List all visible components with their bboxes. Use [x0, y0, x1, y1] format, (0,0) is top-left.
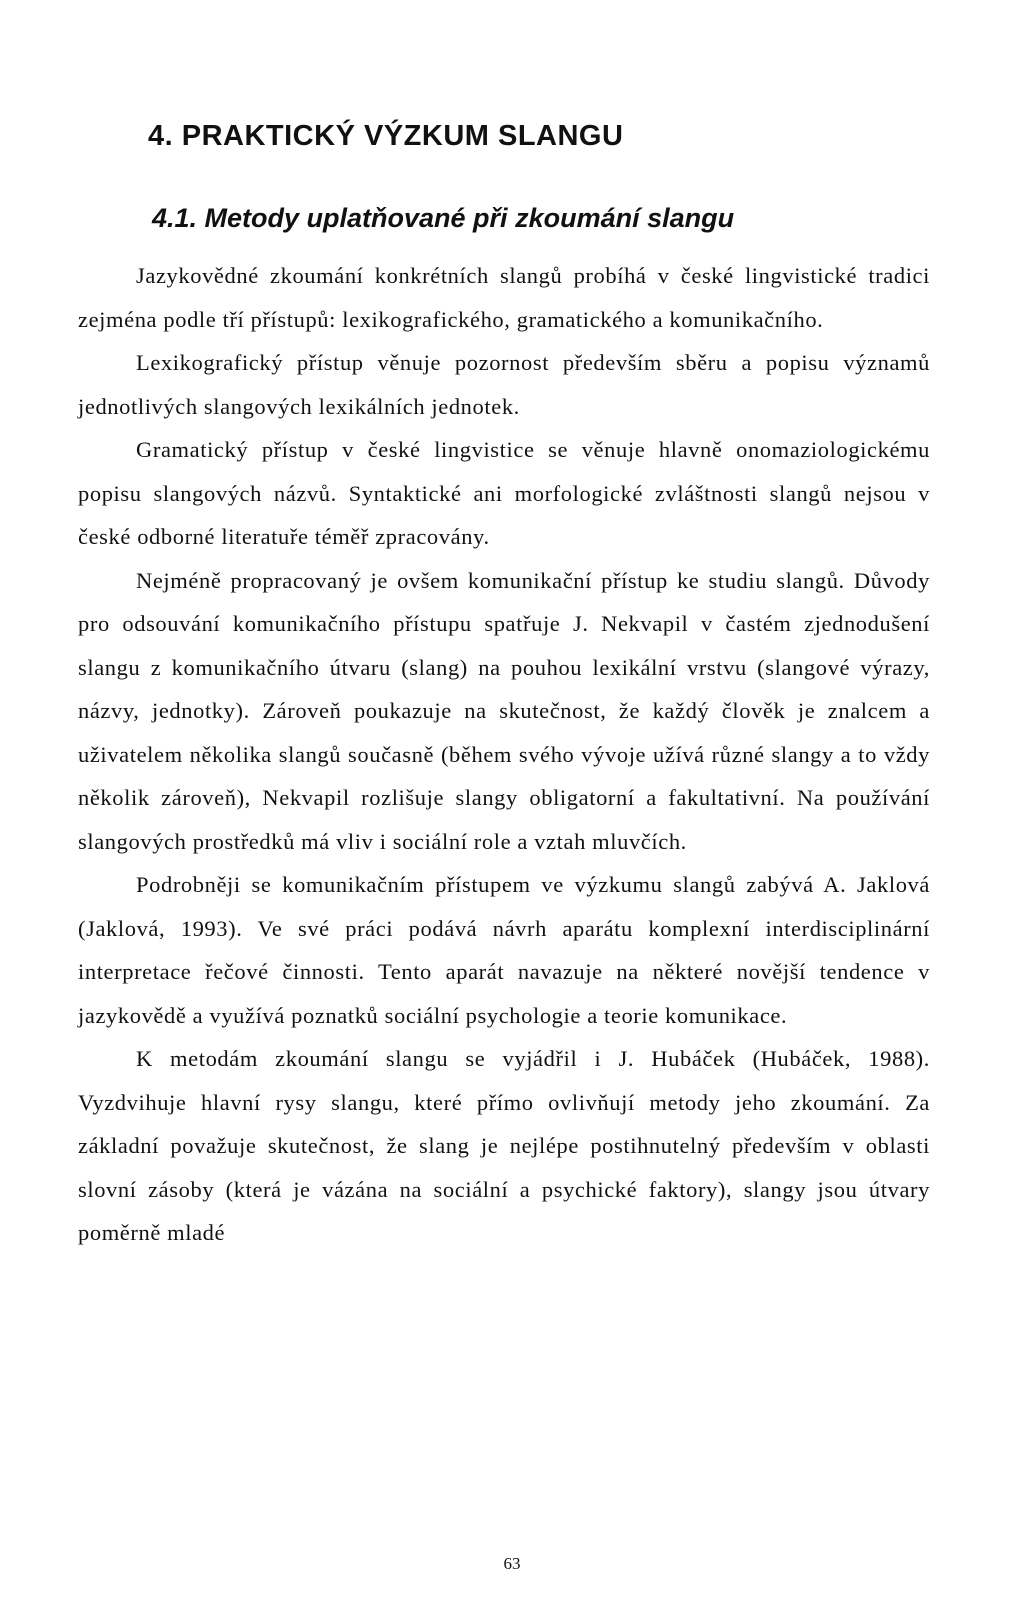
- paragraph: K metodám zkoumání slangu se vyjádřil i J. Hubáček (Hubáček, 1988). Vyzdvihuje hlavní rysy slangu, které přímo ovlivňují metody jeho zkoumání. Za základní považuje skutečnost, že slang je nejlépe postihnutelný především v oblasti slovní zásoby (která je vázána na sociální a psychické faktory), slangy jsou útvary poměrně mladé: [78, 1046, 930, 1245]
- page-number: 63: [503, 1554, 521, 1573]
- paragraph: Gramatický přístup v české lingvistice se věnuje hlavně onomaziologickému popisu slangových názvů. Syntaktické ani morfologické zvláštnosti slangů nejsou v české odborné literatuře téměř zpracovány.: [78, 437, 930, 549]
- paragraph: Jazykovědné zkoumání konkrétních slangů probíhá v české lingvistické tradici zejména podle tří přístupů: lexikografického, gramatického a komunikačního.: [78, 263, 930, 332]
- paragraph: Nejméně propracovaný je ovšem komunikační přístup ke studiu slangů. Důvody pro odsouvání komunikačního přístupu spatřuje J. Nekvapil v častém zjednodušení slangu z komunikačního útvaru (slang) na pouhou lexikální vrstvu (slangové výrazy, názvy, jednotky). Zároveň poukazuje na skutečnost, že každý člověk je znalcem a uživatelem několika slangů současně (během svého vývoje užívá různé slangy a to vždy několik zároveň), Nekvapil rozlišuje slangy obligatorní a fakultativní. Na používání slangových prostředků má vliv i sociální role a vztah mluvčích.: [78, 567, 930, 854]
- section-heading: 4.1. Metody uplatňované při zkoumání slangu: [152, 203, 735, 233]
- chapter-heading: 4. PRAKTICKÝ VÝZKUM SLANGU: [148, 120, 624, 152]
- paragraph: Podrobněji se komunikačním přístupem ve výzkumu slangů zabývá A. Jaklová (Jaklová, 1993). Ve své práci podává návrh aparátu komplexní interdisciplinární interpretace řečové činnosti. Tento aparát navazuje na některé novější tendence v jazykovědě a využívá poznatků sociální psychologie a teorie komunikace.: [78, 872, 930, 1028]
- paragraph: Lexikografický přístup věnuje pozornost především sběru a popisu významů jednotlivých slangových lexikálních jednotek.: [78, 350, 930, 419]
- body-text: [78, 254, 930, 1255]
